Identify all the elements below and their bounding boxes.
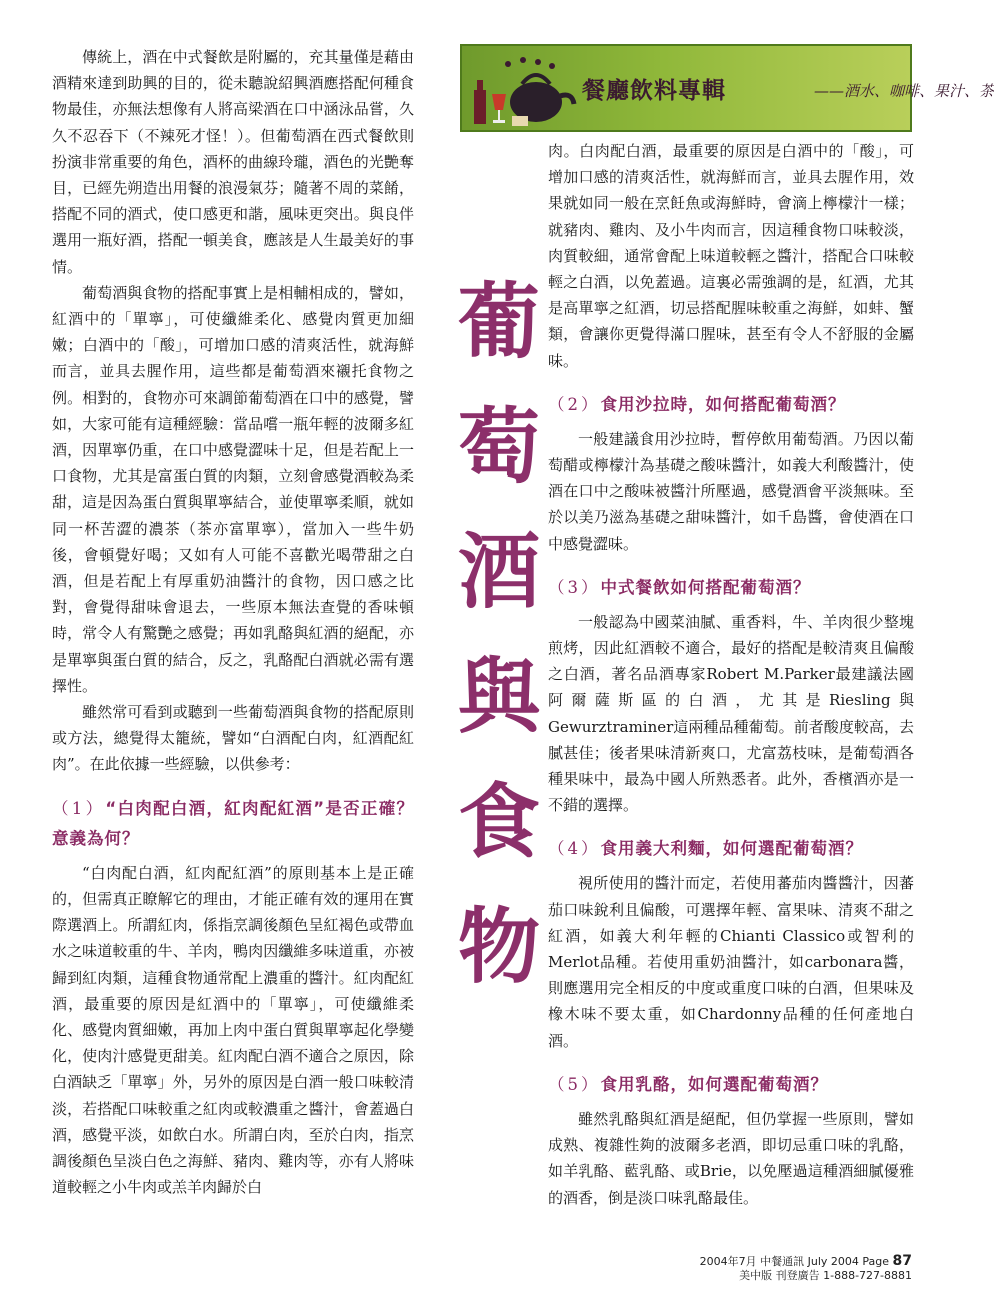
banner-subtitle: ——酒水、咖啡、果汁、茶 <box>814 82 994 100</box>
footer-issue: 2004年7月 中餐通訊 July 2004 Page <box>699 1255 890 1268</box>
question-5-heading <box>548 1070 914 1100</box>
question-1-title: “白肉配白酒，紅肉配紅酒”是否正確？意義為何？ <box>52 798 414 848</box>
question-1-answer-continued: 肉。白肉配白酒，最重要的原因是白酒中的「酸」，可增加口感的清爽活性，就海鮮而言，並具去腥作用，效果就如同一般在烹飪魚或海鮮時，會滴上檸檬汁一樣；就豬肉、雞肉、及小牛肉而言，因這種食物口味較淡，肉質較細，通常會配上味道較輕之醬汁，搭配合口味較輕之白酒，以免蓋過。這裏必需強調的是，紅酒，尤其是高單寧之紅酒，切忌搭配腥味較重之海鮮，如蚌、蟹類，會讓你更覺得滿口腥味，甚至有令人不舒服的金屬味。 <box>548 142 914 370</box>
page-footer <box>612 1254 912 1283</box>
question-3-answer: 一般認為中國菜油膩、重香料，牛、羊肉很少整塊煎烤，因此紅酒較不適合，最好的搭配是較清爽且偏酸之白酒，著名品酒專家Robert M.Parker最建議法國阿爾薩斯區的白酒，尤其是Riesling與Gewurztraminer這兩種品種葡萄。前者酸度較高，去膩甚佳；後者果味清新爽口，尤富荔枝味，是葡萄酒各種果味中，最為中國人所熟悉者。此外，香檳酒亦是一不錯的選擇。 <box>548 612 914 815</box>
pairing-paragraph: 葡萄酒與食物的搭配事實上是相輔相成的，譬如，紅酒中的「單寧」，可使纖維柔化、感覺肉質更加細嫩；白酒中的「酸」，可增加口感的清爽活性，就海鮮而言，並具去腥作用，這些都是葡萄酒來襯托食物之例。相對的，食物亦可來調節葡萄酒在口中的感覺，譬如，大家可能有這種經驗：當品嚐一瓶年輕的波爾多紅酒，因單寧仍重，在口中感覺澀味十足，但是若配上一口食物，尤其是富蛋白質的肉類，立刻會感覺酒較為柔甜，這是因為蛋白質與單寧結合，並使單寧柔順，就如同一杯苦澀的濃茶（茶亦富單寧），當加入一些牛奶後，會頓覺好喝；又如有人可能不喜歡光喝帶甜之白酒，但是若配上有厚重奶油醬汁的食物，因口感之比對，會覺得甜味會退去，一些原本無法查覺的香味頓時，常令人有驚艷之感覺；再如乳酪與紅酒的絕配，亦是單寧與蛋白質的結合，反之，乳酪配白酒就必需有選擇性。 <box>52 283 414 695</box>
question-1-heading <box>52 794 414 854</box>
principles-paragraph: 雖然常可看到或聽到一些葡萄酒與食物的搭配原則或方法，總覺得太籠統，譬如“白酒配白肉，紅酒配紅肉”。在此依據一些經驗，以供參考： <box>52 703 414 774</box>
question-1-answer: “白肉配白酒，紅肉配紅酒”的原則基本上是正確的，但需真正瞭解它的理由，才能正確有效的運用在實際選酒上。所謂紅肉，係指烹調後顏色呈紅褐色或帶血水之味道較重的牛、羊肉，鴨肉因纖維多味道重，亦被歸到紅肉類，這種食物通常配上濃重的醬汁。紅肉配紅酒，最重要的原因是紅酒中的「單寧」，可使纖維柔化、感覺肉質細嫩，再加上肉中蛋白質與單寧起化學變化，使肉汁感覺更甜美。紅肉配白酒不適合之原因，除白酒缺乏「單寧」外，另外的原因是白酒一般口味較清淡，若搭配口味較重之紅肉或較濃重之醬汁，會蓋過白酒，感覺平淡，如飲白水。所謂白肉，至於白肉，指烹調後顏色呈淡白色之海鮮、豬肉、雞肉等，亦有人將味道較輕之小牛肉或羔羊肉歸於白 <box>52 863 414 1197</box>
question-1-number: （1） <box>52 798 106 818</box>
intro-paragraph: 傳統上，酒在中式餐飲是附屬的，充其量僅是藉由酒精來達到助興的目的，從未聽說紹興酒應搭配何種食物最佳，亦無法想像有人將高梁酒在口中涵泳品嘗，久久不忍吞下（不辣死才怪！）。但葡萄酒在西式餐飲則扮演非常重要的角色，酒杯的曲線玲瓏，酒色的光艷奪目，已經先朔造出用餐的浪漫氣芬；隨著不周的菜餚，搭配不同的酒式，使口感更和諧，風味更突出。與良伴選用一瓶好酒，搭配一頓美食，應該是人生最美好的事情。 <box>52 48 414 276</box>
title-char: 萄 <box>457 400 540 495</box>
question-2-answer: 一般建議食用沙拉時，暫停飲用葡萄酒。乃因以葡萄醋或檸檬汁為基礎之酸味醬汁，如義大利酸醬汁，使酒在口中之酸味被醬汁所壓過，感覺酒會平淡無味。至於以美乃滋為基礎之甜味醬汁，如千島醬，會使酒在口中感覺澀味。 <box>548 429 914 553</box>
question-4-number: （4） <box>548 839 601 859</box>
question-3-title: 中式餐飲如何搭配葡萄酒？ <box>600 577 811 597</box>
question-4-title: 食用義大利麵，如何選配葡萄酒？ <box>600 839 863 859</box>
question-2-number: （2） <box>548 394 601 414</box>
question-2-title: 食用沙拉時，如何搭配葡萄酒？ <box>600 394 846 414</box>
banner-title: 餐廳飲料專輯 <box>582 78 726 104</box>
title-char: 葡 <box>457 275 540 370</box>
question-3-number: （3） <box>548 577 601 597</box>
question-5-number: （5） <box>548 1074 601 1094</box>
left-column <box>52 44 414 1200</box>
question-3-heading <box>548 573 914 603</box>
vertical-title <box>454 260 544 1010</box>
title-char: 食 <box>457 775 540 870</box>
question-2-heading <box>548 390 914 420</box>
question-4-answer: 視所使用的醬汁而定，若使用蕃茄肉醬醬汁，因蕃茄口味銳利且偏酸，可選擇年輕、富果味、清爽不甜之紅酒，如義大利年輕的Chianti Classico或智利的Merlot品種。若使用重奶油醬汁，如carbonara醬，則應選用完全相反的中度或重度口味的白酒，但果味及橡木味不要太重，如Chardonny品種的任何產地白酒。 <box>548 874 914 1050</box>
footer-ad-line: 美中版 刊登廣告 1-888-727-8881 <box>739 1269 912 1282</box>
title-char: 物 <box>457 900 540 995</box>
page-number: 87 <box>892 1253 912 1269</box>
beverage-illustration-icon <box>468 50 578 130</box>
section-banner <box>460 44 994 132</box>
title-char: 與 <box>457 650 540 745</box>
question-5-title: 食用乳酪，如何選配葡萄酒？ <box>600 1074 828 1094</box>
title-char: 酒 <box>457 525 540 620</box>
question-4-heading <box>548 834 914 864</box>
right-column <box>548 138 914 1211</box>
question-5-answer: 雖然乳酪與紅酒是絕配，但仍掌握一些原則，譬如成熟、複雜性夠的波爾多老酒，即切忌重口味的乳酪，如羊乳酪、藍乳酪、或Brie，以免壓過這種酒細膩優雅的酒香，倒是淡口味乳酪最佳。 <box>548 1109 914 1207</box>
